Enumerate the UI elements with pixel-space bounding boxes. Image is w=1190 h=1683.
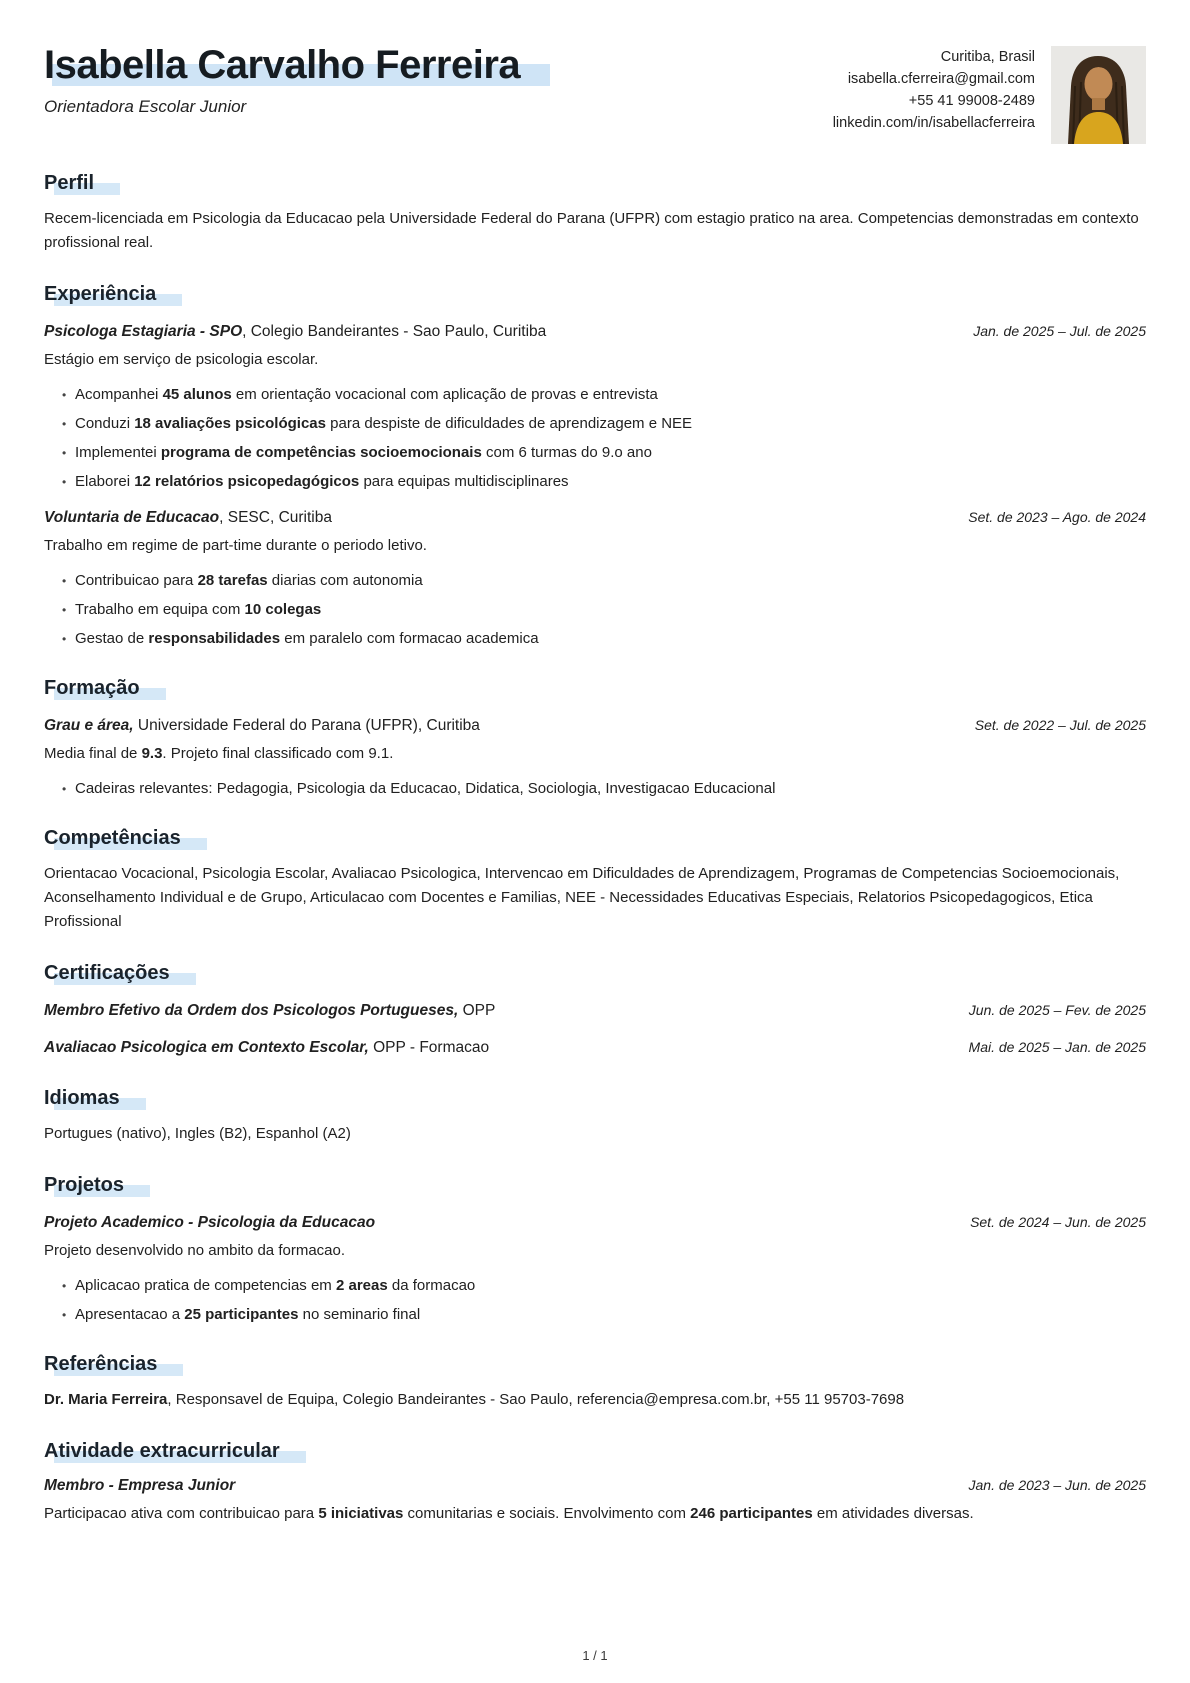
bullet-item: • Trabalho em equipa com 10 colegas: [62, 600, 1146, 620]
referencias-heading: Referências: [44, 1353, 158, 1375]
perfil-text: Recem-licenciada em Psicologia da Educacao pela Universidade Federal do Parana (UFPR) com estagio pratico na area. Competencias demonstradas em contexto profissional real.: [44, 210, 1139, 251]
perfil-heading: Perfil: [44, 172, 95, 194]
bullet-item: • Cadeiras relevantes: Pedagogia, Psicologia da Educacao, Didatica, Sociologia, Investigacao Educacional: [62, 779, 1146, 799]
atividade-heading: Atividade extracurricular: [44, 1440, 280, 1462]
entry-row: [44, 321, 1146, 343]
header-right: [833, 46, 1146, 144]
entry-title-school: Universidade Federal do Parana (UFPR), Curitiba: [133, 717, 480, 734]
idiomas-heading: Idiomas: [44, 1087, 120, 1109]
section-projetos: [44, 1173, 1146, 1197]
entry-row: [44, 1000, 1146, 1022]
education-entry: [44, 715, 1146, 799]
entry-bullets: [62, 385, 1146, 492]
entry-bullets: [62, 1276, 1146, 1325]
bullet-item: • Aplicacao pratica de competencias em 2 areas da formacao: [62, 1276, 1146, 1296]
competencias-heading: Competências: [44, 827, 181, 849]
bullet-item: • Conduzi 18 avaliações psicológicas para despiste de dificuldades de aprendizagem e NEE: [62, 414, 1146, 434]
bullet-item: • Implementei programa de competências socioemocionais com 6 turmas do 9.o ano: [62, 443, 1146, 463]
entry-title-org: , SESC, Curitiba: [219, 509, 332, 526]
competencias-text: Orientacao Vocacional, Psicologia Escolar, Avaliacao Psicologica, Intervencao em Dificuldades de Aprendizagem, Programas de Competencias Socioemocionais, Aconselhamento Individual e de Grupo, Articulacao com Docentes e Familias, NEE - Necessidades Educativas Especiais, Relatorios Psicopedagogicos, Etica Profissional: [44, 865, 1120, 930]
section-certificacoes: [44, 961, 1146, 985]
entry-title-role: Voluntaria de Educacao: [44, 509, 220, 526]
entry-title: Avaliacao Psicologica em Contexto Escolar, OPP - Formacao: [44, 1039, 490, 1056]
projetos-heading: Projetos: [44, 1174, 125, 1196]
entry-row: [44, 1475, 1146, 1497]
referencias-text: Dr. Maria Ferreira, Responsavel de Equipa, Colegio Bandeirantes - Sao Paulo, referencia@empresa.com.br, +55 11 95703-7698: [44, 1391, 905, 1408]
certificacoes-heading: Certificações: [44, 962, 170, 984]
entry-date: Jan. de 2025 – Jul. de 2025: [973, 323, 1146, 339]
entry-description: Trabalho em regime de part-time durante o periodo letivo.: [44, 537, 427, 554]
entry-title: Membro - Empresa Junior: [44, 1477, 236, 1494]
entry-description: Media final de 9.3. Projeto final classificado com 9.1.: [44, 745, 394, 762]
entry-title: [44, 321, 546, 343]
entry-description: Participacao ativa com contribuicao para 5 iniciativas comunitarias e sociais. Envolvimento com 246 participantes em atividades diversas.: [44, 1505, 974, 1522]
section-atividade: [44, 1439, 1146, 1463]
entry-date: Set. de 2022 – Jul. de 2025: [974, 717, 1146, 733]
contact-location: Curitiba, Brasil: [940, 49, 1035, 65]
section-experiencia: [44, 282, 1146, 306]
entry-title-degree: Grau e área,: [44, 717, 134, 734]
entry-title-org: , Colegio Bandeirantes - Sao Paulo, Curitiba: [242, 323, 547, 340]
section-competencias: [44, 826, 1146, 850]
certification-entry-1: [44, 1000, 1146, 1022]
bullet-item: • Acompanhei 45 alunos em orientação vocacional com aplicação de provas e entrevista: [62, 385, 1146, 405]
entry-row: [44, 1212, 1146, 1234]
person-title: Orientadora Escolar Junior: [44, 97, 247, 116]
contact-phone: +55 41 99008-2489: [908, 93, 1035, 109]
entry-date: Set. de 2024 – Jun. de 2025: [970, 1214, 1146, 1230]
reference-name: Dr. Maria Ferreira: [44, 1391, 168, 1408]
entry-row: [44, 507, 1146, 529]
entry-description: Estágio em serviço de psicologia escolar.: [44, 351, 319, 368]
certification-entry-2: [44, 1037, 1146, 1059]
entry-title: Projeto Academico - Psicologia da Educacao: [44, 1214, 376, 1231]
profile-photo: [1051, 46, 1146, 144]
bullet-item: • Gestao de responsabilidades em paralelo com formacao academica: [62, 629, 1146, 649]
entry-title: [44, 507, 332, 529]
formacao-heading: Formação: [44, 677, 140, 699]
entry-date: Set. de 2023 – Ago. de 2024: [968, 509, 1146, 525]
experience-entry-1: [44, 321, 1146, 492]
header: [44, 42, 1146, 144]
project-entry: [44, 1212, 1146, 1325]
entry-bullets: [62, 571, 1146, 649]
experiencia-heading: Experiência: [44, 283, 157, 305]
entry-row: [44, 715, 1146, 737]
section-idiomas: [44, 1086, 1146, 1110]
section-perfil: [44, 171, 1146, 195]
extracurricular-entry: [44, 1475, 1146, 1526]
entry-description: Projeto desenvolvido no ambito da formacao.: [44, 1242, 346, 1259]
bullet-item: • Elaborei 12 relatórios psicopedagógicos para equipas multidisciplinares: [62, 472, 1146, 492]
entry-bullets: [62, 779, 1146, 799]
portrait-photo-icon: [1051, 46, 1146, 144]
idiomas-text: Portugues (nativo), Ingles (B2), Espanhol (A2): [44, 1125, 351, 1142]
bullet-item: • Contribuicao para 28 tarefas diarias com autonomia: [62, 571, 1146, 591]
contact-email: isabella.cferreira@gmail.com: [847, 71, 1035, 87]
person-name: Isabella Carvalho Ferreira: [44, 43, 521, 87]
bullet-item: • Apresentacao a 25 participantes no seminario final: [62, 1305, 1146, 1325]
section-referencias: [44, 1352, 1146, 1376]
experience-entry-2: [44, 507, 1146, 649]
entry-date: Jan. de 2023 – Jun. de 2025: [968, 1477, 1146, 1493]
entry-date: Mai. de 2025 – Jan. de 2025: [968, 1039, 1146, 1055]
page-number: 1 / 1: [582, 1648, 608, 1663]
section-formacao: [44, 676, 1146, 700]
entry-title-role: Psicologa Estagiaria - SPO: [44, 323, 243, 340]
entry-title: [44, 715, 480, 737]
entry-row: [44, 1037, 1146, 1059]
entry-date: Jun. de 2025 – Fev. de 2025: [968, 1002, 1146, 1018]
entry-title: Membro Efetivo da Ordem dos Psicologos Portugueses, OPP: [44, 1002, 496, 1019]
contact-linkedin: linkedin.com/in/isabellacferreira: [832, 115, 1035, 131]
header-left: [44, 42, 520, 117]
contact-block: [833, 46, 1035, 134]
